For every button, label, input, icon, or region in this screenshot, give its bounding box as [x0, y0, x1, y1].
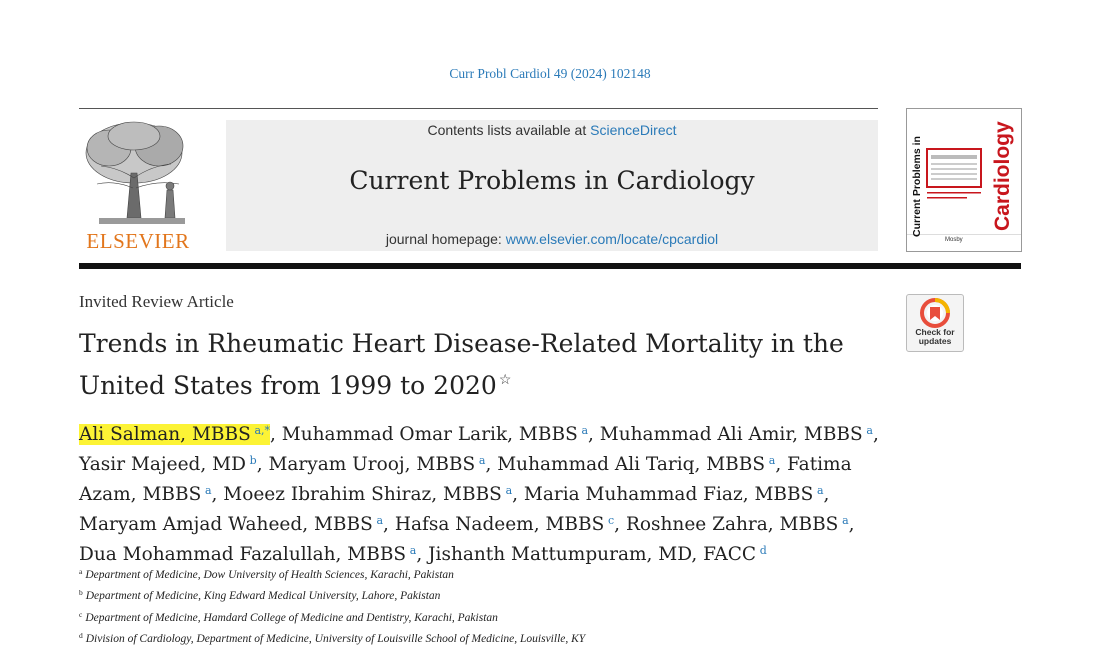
affiliation-item — [79, 627, 879, 648]
author-name: Muhammad Ali Tariq, MBBS — [497, 454, 766, 475]
author-name: Maria Muhammad Fiaz, MBBS — [523, 484, 814, 505]
author-entry — [79, 454, 257, 475]
author-name: Hafsa Nadeem, MBBS — [394, 514, 605, 535]
journal-citation[interactable]: Curr Probl Cardiol 49 (2024) 102148 — [449, 66, 651, 81]
author-entry — [268, 454, 485, 475]
author-list: Ali Salman, MBBS $^{a,*}$, Muhammad Omar Larik, MBBS $^a$, Muhammad Ali Amir, MBBS $^a$, Yasir Majeed, MD $^b$, Maryam Urooj, MBBS $^a$, Muhammad Ali Tariq, MBBS $^a$, Fatima Azam, MBBS $^a$, Moeez Ibrahim Shiraz, MBBS $^a$, Maria Muhammad Fiaz, MBBS $^a$, Maryam Amjad Waheed, MBBS $^a$, Hafsa Nadeem, MBBS $^c$, Roshnee Zahra, MBBS $^a$, Dua Mohammad Fazalullah, MBBS $^a$, Jishanth Mattumpuram, MD, FACC $^d$ — [79, 424, 879, 565]
author-entry — [428, 544, 767, 565]
journal-cover-thumbnail[interactable] — [906, 108, 1022, 252]
author-affiliation-mark[interactable]: a — [376, 514, 384, 527]
journal-info-box — [226, 120, 878, 251]
affiliation-item — [79, 584, 879, 605]
title-star-mark[interactable]: ☆ — [498, 372, 512, 388]
author-name: Ali Salman, MBBS — [79, 424, 251, 445]
author-entry — [282, 424, 588, 445]
author-entry — [395, 514, 614, 535]
affiliation-item — [79, 563, 879, 584]
author-affiliation-mark[interactable]: a — [842, 514, 849, 527]
cover-title-big: Cardiology — [991, 121, 1014, 231]
author-affiliation-mark[interactable]: a — [478, 454, 486, 467]
check-updates-icon — [907, 297, 963, 329]
author-affiliation-mark[interactable]: a — [204, 484, 212, 497]
author-affiliation-mark[interactable]: c — [608, 514, 615, 527]
author-affiliation-mark[interactable]: a — [505, 484, 513, 497]
cover-title-small: Current Problems in — [911, 136, 923, 237]
affiliation-text: Department of Medicine, King Edward Medical University, Lahore, Pakistan — [85, 590, 441, 603]
journal-title: Current Problems in Cardiology — [349, 166, 755, 195]
author-name: Yasir Majeed, MD — [79, 454, 246, 475]
contents-prefix: Contents lists available at — [427, 122, 591, 138]
author-affiliation-mark[interactable]: b — [249, 454, 257, 467]
author-entry — [79, 424, 270, 445]
author-name: Muhammad Omar Larik, MBBS — [281, 424, 578, 445]
author-affiliation-mark[interactable]: a,* — [254, 424, 271, 437]
author-affiliation-mark[interactable]: a — [409, 544, 417, 557]
author-name: Dua Mohammad Fazalullah, MBBS — [79, 544, 407, 565]
affiliation-text: Department of Medicine, Hamdard College of Medicine and Dentistry, Karachi, Pakistan — [85, 611, 498, 624]
author-entry — [223, 484, 512, 505]
author-name: Jishanth Mattumpuram, MD, FACC — [428, 544, 757, 565]
elsevier-wordmark: ELSEVIER — [86, 229, 190, 253]
sciencedirect-link[interactable]: ScienceDirect — [590, 122, 677, 138]
affiliation-item — [79, 606, 879, 627]
contents-available-line — [226, 122, 878, 138]
affiliation-mark: c — [79, 609, 83, 619]
author-name: Fatima Azam, MBBS — [79, 454, 852, 505]
author-name: Moeez Ibrahim Shiraz, MBBS — [223, 484, 502, 505]
journal-homepage-line — [226, 231, 878, 247]
author-entry — [79, 514, 383, 535]
author-affiliation-mark[interactable]: a — [581, 424, 589, 437]
author-entry — [626, 514, 849, 535]
author-name: Muhammad Ali Amir, MBBS — [599, 424, 863, 445]
author-affiliation-mark[interactable]: a — [768, 454, 776, 467]
affiliations-list — [79, 563, 879, 648]
cover-publisher-mark: Mosby — [945, 237, 963, 243]
author-entry — [497, 454, 775, 475]
author-name: Roshnee Zahra, MBBS — [625, 514, 839, 535]
affiliation-mark: b — [79, 588, 83, 598]
affiliation-text: Department of Medicine, Dow University of Health Sciences, Karachi, Pakistan — [85, 569, 454, 581]
author-entry — [600, 424, 873, 445]
header-rule-thick — [79, 263, 1021, 269]
author-entry — [524, 484, 824, 505]
author-affiliation-mark[interactable]: d — [759, 544, 767, 557]
check-updates-label: Check for updates — [915, 327, 955, 346]
header-rule-thin — [79, 108, 878, 109]
article-title-text: Trends in Rheumatic Heart Disease-Related Mortality in the United States from 1999 to 2020 — [79, 329, 844, 400]
author-affiliation-mark[interactable]: a — [816, 484, 824, 497]
homepage-prefix: journal homepage: — [385, 231, 506, 247]
author-name: Maryam Urooj, MBBS — [268, 454, 476, 475]
journal-homepage-link[interactable]: www.elsevier.com/locate/cpcardiol — [505, 231, 719, 247]
affiliation-mark: d — [79, 630, 83, 640]
article-title — [79, 326, 859, 404]
check-for-updates-button[interactable] — [906, 294, 964, 352]
author-affiliation-mark[interactable]: a — [866, 424, 873, 437]
article-type: Invited Review Article — [79, 292, 234, 311]
affiliation-text: Division of Cardiology, Department of Medicine, University of Louisville School of Medicine, Louisville, KY — [85, 632, 586, 645]
author-name: Maryam Amjad Waheed, MBBS — [79, 514, 373, 535]
affiliation-mark: a — [79, 567, 83, 576]
author-entry — [79, 544, 416, 565]
